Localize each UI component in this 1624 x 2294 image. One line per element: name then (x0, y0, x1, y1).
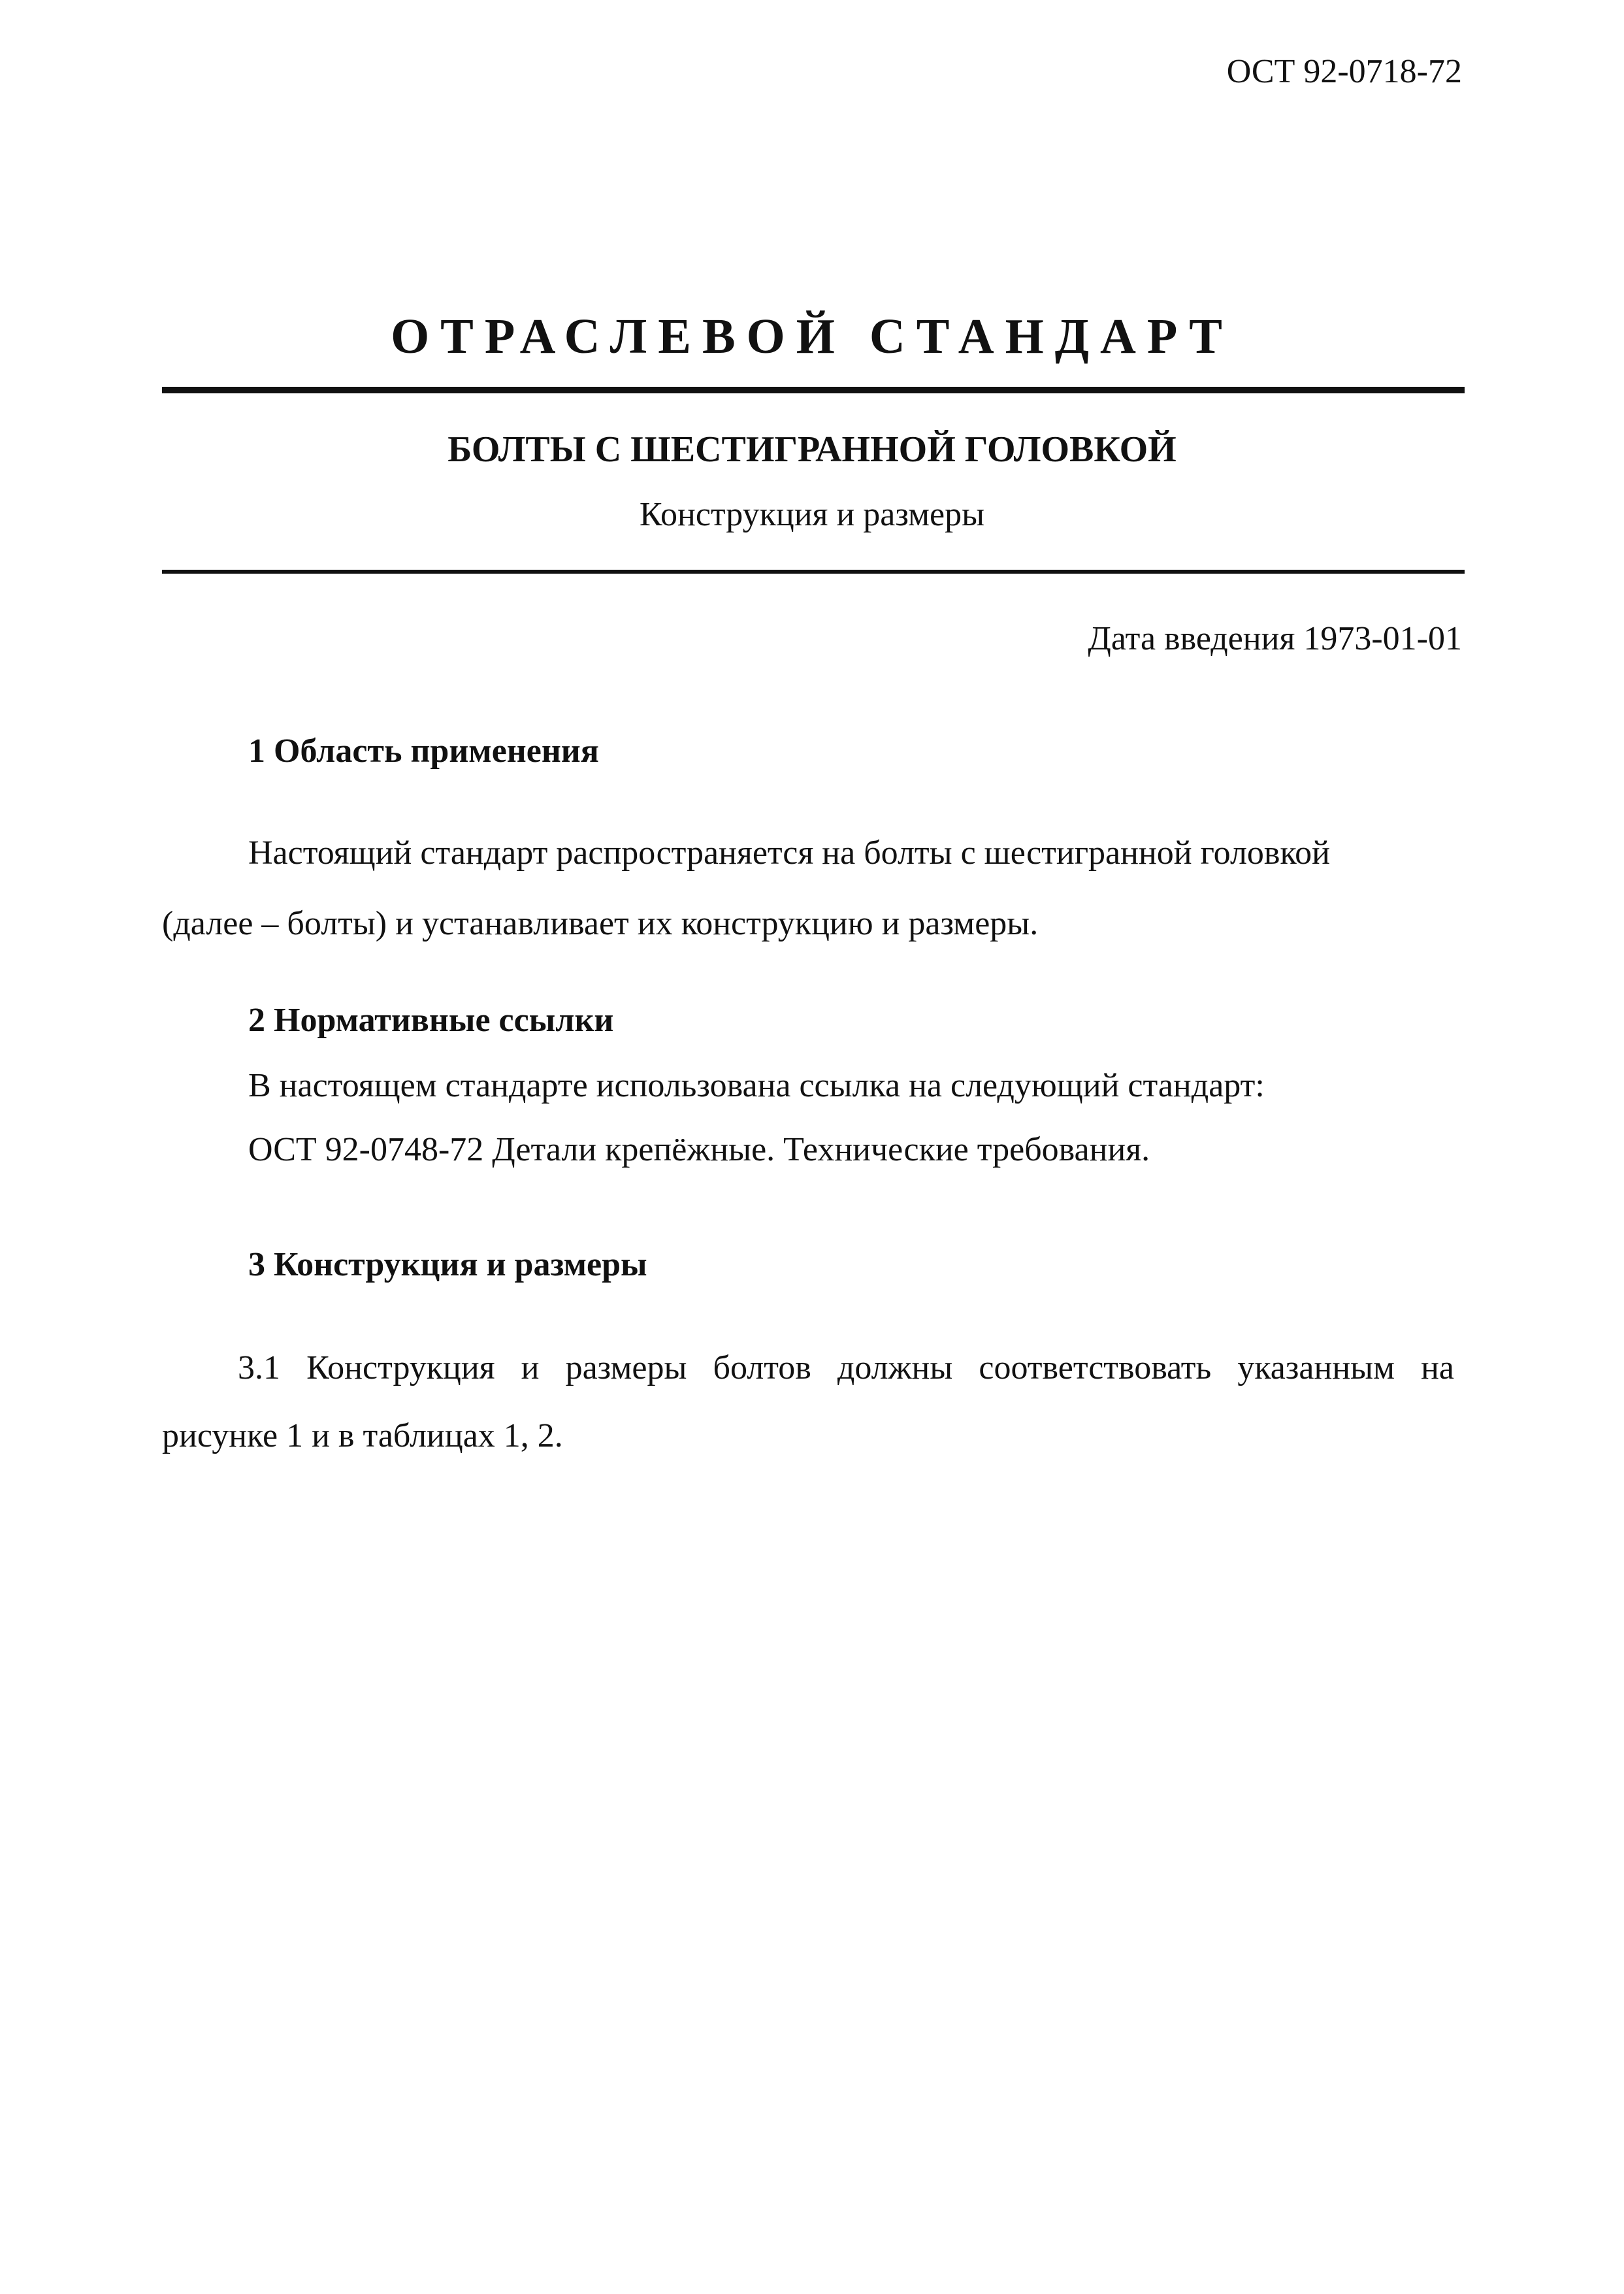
section-heading-design: 3 Конструкция и размеры (248, 1246, 647, 1283)
document-subtitle: Конструкция и размеры (639, 496, 985, 533)
scope-paragraph-line-2: (далее – болты) и устанавливает их конструкцию и размеры. (162, 905, 1039, 942)
section-heading-scope: 1 Область применения (248, 732, 599, 770)
title-rule-top (162, 387, 1465, 393)
design-paragraph-line-2: рисунке 1 и в таблицах 1, 2. (162, 1417, 563, 1454)
design-paragraph-line-1: 3.1 Конструкция и размеры болтов должны соответствовать указанным на (238, 1349, 1454, 1386)
references-paragraph-line-1: В настоящем стандарте использована ссылка на следующий стандарт: (248, 1067, 1265, 1104)
scope-paragraph-line-1: Настоящий стандарт распространяется на болты с шестигранной головкой (248, 834, 1330, 872)
document-code: ОСТ 92-0718-72 (1226, 53, 1462, 90)
referenced-standard: ОСТ 92-0748-72 Детали крепёжные. Технические требования. (248, 1131, 1150, 1168)
document-title: БОЛТЫ С ШЕСТИГРАННОЙ ГОЛОВКОЙ (447, 429, 1177, 470)
document-type-heading: ОТРАСЛЕВОЙ СТАНДАРТ (391, 309, 1233, 364)
section-heading-references: 2 Нормативные ссылки (248, 1002, 614, 1039)
introduction-date: Дата введения 1973-01-01 (1088, 620, 1462, 657)
title-rule-bottom (162, 570, 1465, 574)
